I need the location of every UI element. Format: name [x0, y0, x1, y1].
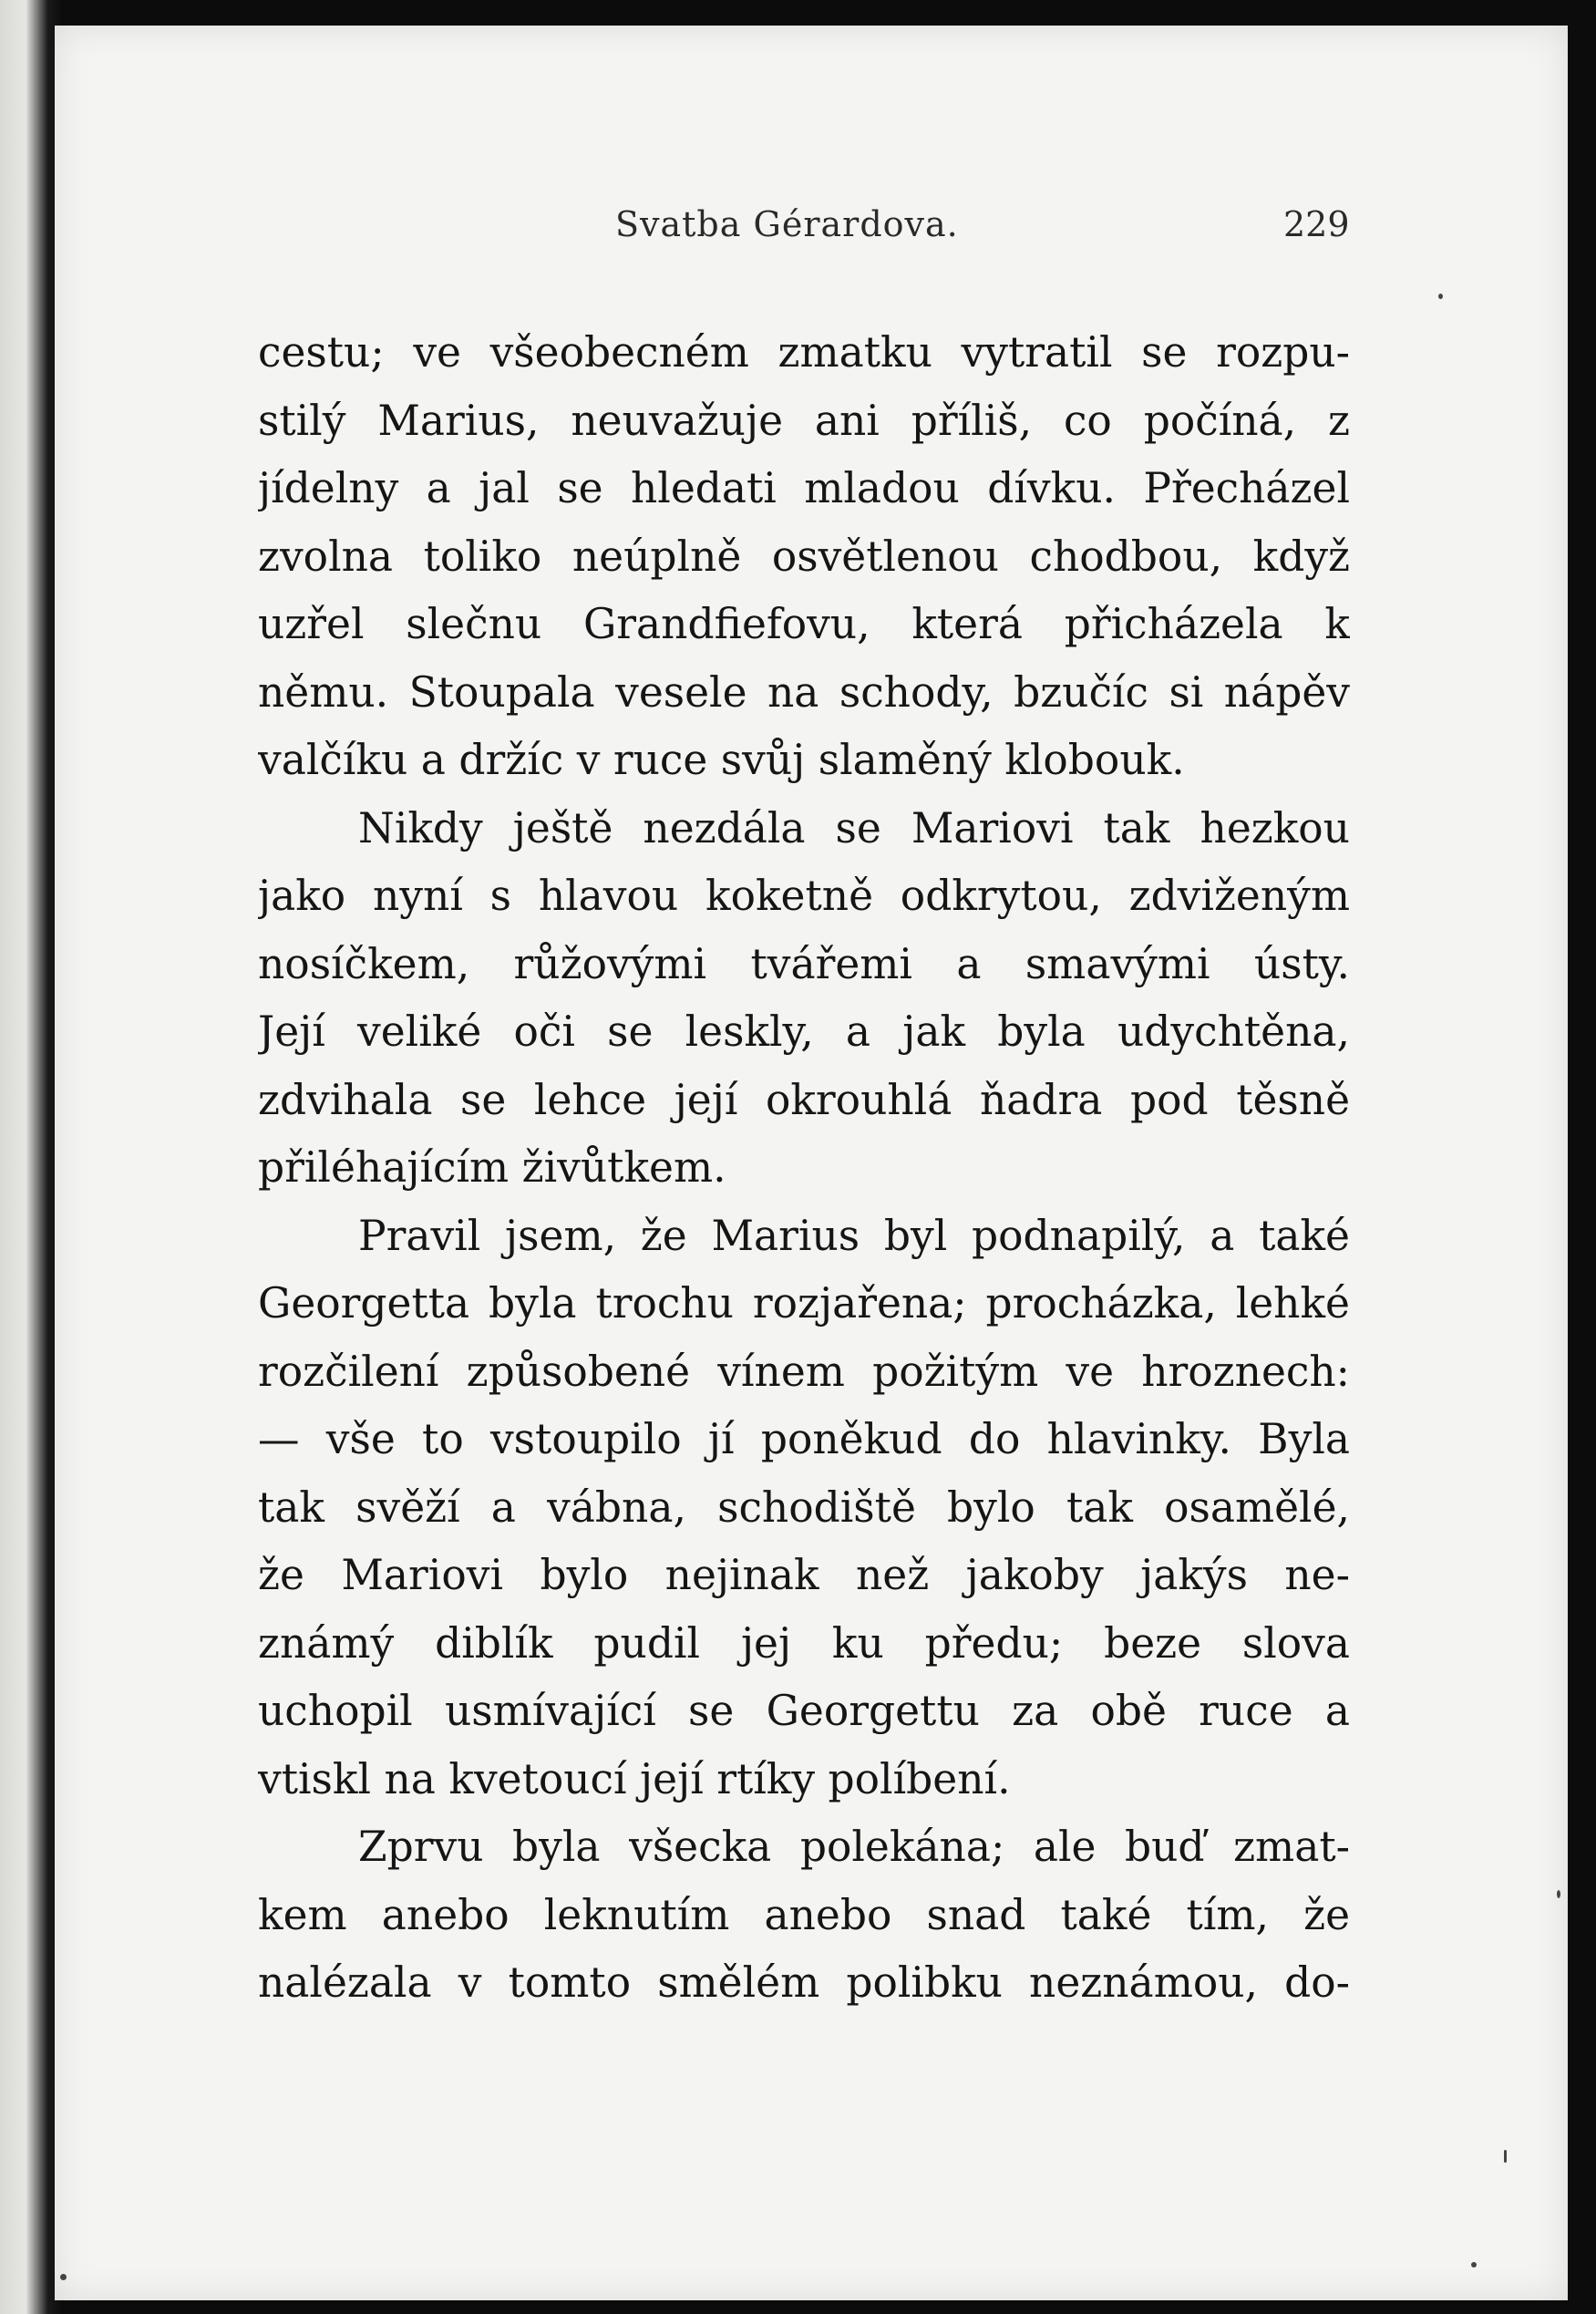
body-text [258, 319, 1350, 2018]
text-line: známý diblík pudil jej ku předu; beze slova [258, 1618, 1350, 1668]
book-page [55, 26, 1568, 2300]
text-line: stilý Marius, neuvažuje ani příliš, co počíná, z [258, 396, 1350, 445]
text-line: nalézala v tomto smělém polibku neznámou, do- [258, 1958, 1350, 2007]
text-line: rozčilení způsobené vínem požitým ve hroznech: [258, 1347, 1350, 1396]
text-line: že Mariovi bylo nejinak než jakoby jakýs ne- [258, 1551, 1350, 1599]
text-line: nosíčkem, růžovými tvářemi a smavými ústy. [258, 939, 1350, 988]
text-line: vtiskl na kvetoucí její rtíky políbení. [258, 1754, 1011, 1803]
text-line: — vše to vstoupilo jí poněkud do hlavinky. Byla [258, 1415, 1350, 1463]
text-line: Zprvu byla všecka polekána; ale buď zmat- [358, 1823, 1350, 1871]
page-header [55, 204, 1568, 259]
text-line: Její veliké oči se leskly, a jak byla udychtěna, [258, 1007, 1350, 1056]
text-line: Nikdy ještě nezdála se Mariovi tak hezkou [358, 803, 1350, 852]
text-line: Georgetta byla trochu rozjařena; procházka, lehké [258, 1279, 1350, 1327]
paper-speck [60, 2274, 67, 2280]
text-line: uzřel slečnu Grandfiefovu, která přicházela k [258, 600, 1350, 648]
text-line: zvolna toliko neúplně osvětlenou chodbou, když [258, 532, 1350, 581]
text-line: jídelny a jal se hledati mladou dívku. Přecházel [258, 464, 1350, 512]
running-title: Svatba Gérardova. [615, 204, 959, 244]
paper-speck [1504, 2150, 1507, 2163]
text-line: kem anebo leknutím anebo snad také tím, že [258, 1890, 1350, 1939]
text-line: přiléhajícím živůtkem. [258, 1143, 726, 1192]
text-line: jako nyní s hlavou koketně odkrytou, zdviženým [258, 872, 1350, 920]
text-line: tak svěží a vábna, schodiště bylo tak osamělé, [258, 1482, 1350, 1532]
text-line: němu. Stoupala vesele na schody, bzučíc si nápěv [258, 667, 1350, 717]
text-line: zdvihala se lehce její okrouhlá ňadra pod těsně [258, 1075, 1350, 1124]
paper-speck [1557, 1890, 1560, 1898]
paper-speck [1471, 2262, 1477, 2268]
paper-speck [1438, 294, 1443, 299]
text-line: cestu; ve všeobecném zmatku vytratil se rozpu- [258, 328, 1350, 377]
text-line: valčíku a držíc v ruce svůj slaměný klobouk. [258, 736, 1185, 784]
text-line: uchopil usmívající se Georgettu za obě ruce a [258, 1687, 1350, 1735]
page-number: 229 [1283, 204, 1350, 244]
text-line: Pravil jsem, že Marius byl podnapilý, a také [358, 1211, 1350, 1260]
